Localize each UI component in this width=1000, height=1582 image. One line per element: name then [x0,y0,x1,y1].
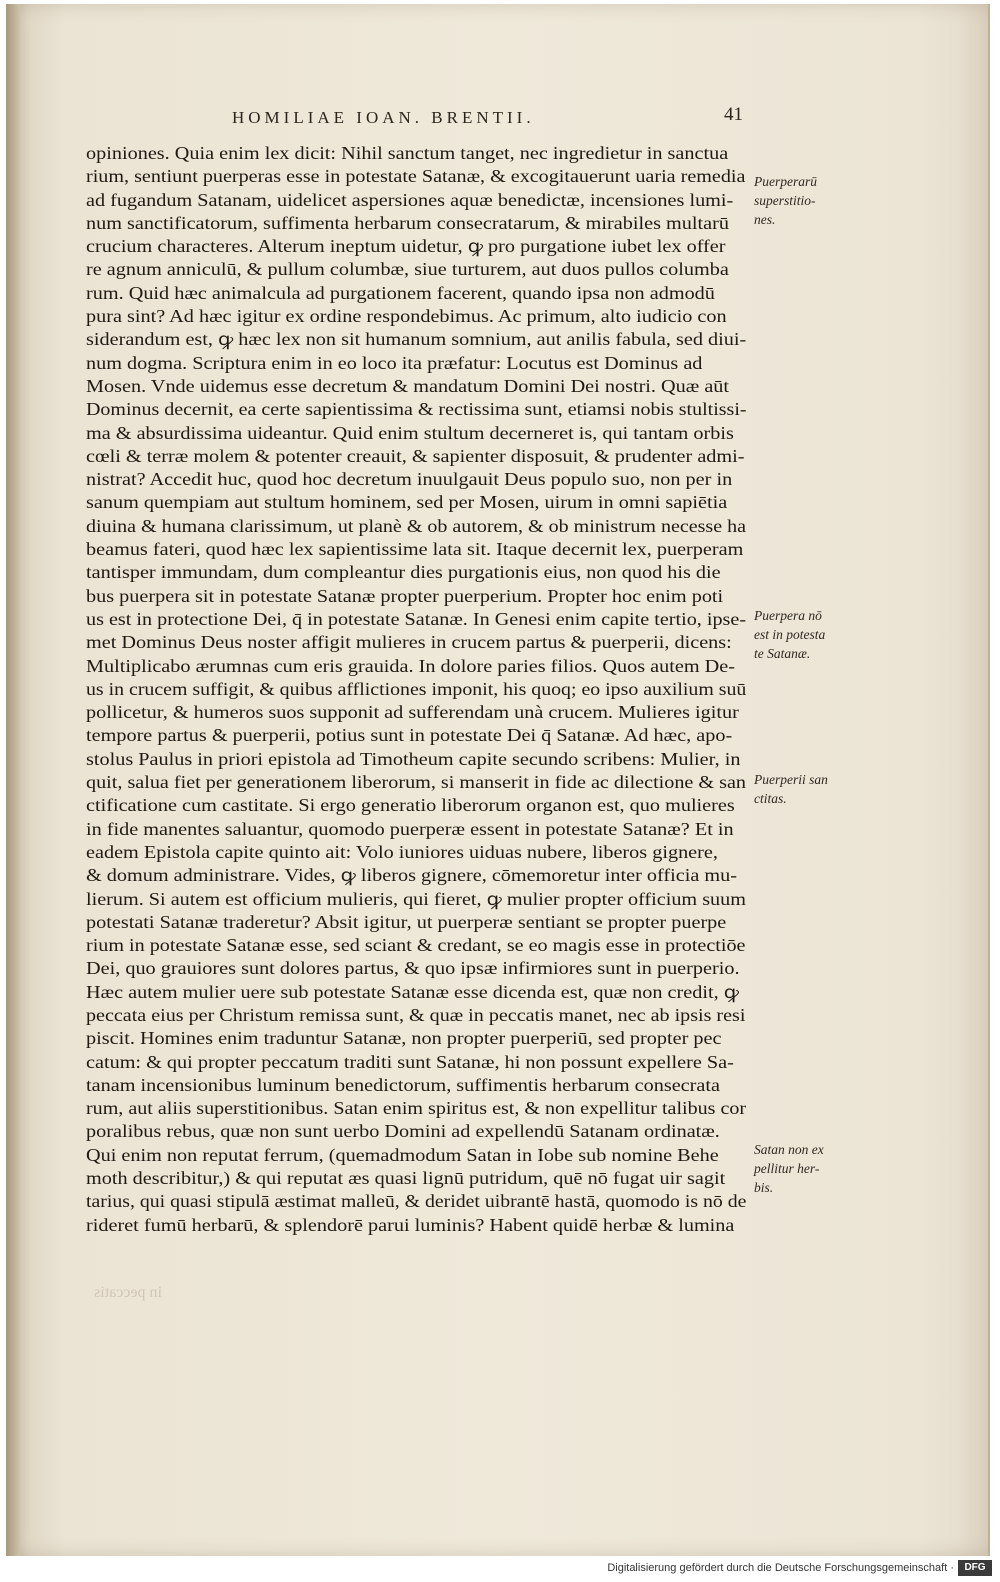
text-line: piscit. Homines enim traduntur Satanæ, non propter puerperiū, sed propter pec [86,1028,722,1049]
text-line: tanam incensionibus luminum benedictorum, suffimentis herbarum consecrata [86,1074,720,1095]
text-line: Mosen. Vnde uidemus esse decretum & mandatum Domini Dei nostri. Quæ aūt [86,375,730,396]
text-line: ma & absurdissima uideantur. Quid enim stultum decerneret is, qui tantam orbis [86,422,734,443]
text-line: rium in potestate Satanæ esse, sed sciant & credant, se eo magis esse in protectiōe [86,935,746,956]
margin-note-line: Puerperarū [754,174,817,189]
body-text [86,142,746,1237]
margin-note-line: Satan non ex [754,1142,824,1157]
margin-note-line: te Satanæ. [754,646,811,661]
text-line: & domum administrare. Vides, ꝙ liberos gignere, cōmemoretur inter officia mu- [86,865,737,886]
text-line: ad fugandum Satanam, uidelicet aspersiones aquæ benedictæ, incensiones lumi- [86,189,734,210]
text-line: beamus fateri, quod hæc lex sapientissime lata sit. Itaque decernit lex, puerperam [86,539,744,560]
margin-note-line: Puerperii san [754,772,828,787]
margin-note-line: est in potesta [754,627,826,642]
text-line: quit, salua fiet per generationem liberorum, si manserit in fide ac dilectione & san [86,772,747,793]
text-line: rum. Quid hæc animalcula ad purgationem facerent, quando ipsa non admodū [86,282,715,303]
text-line: tempore partus & puerperii, potius sunt in potestate Dei q̄ Satanæ. Ad hæc, apo- [86,725,733,746]
text-line: re agnum anniculū, & pullum columbæ, siue turturem, aut duos pullos columba [86,259,729,280]
text-line: Qui enim non reputat ferrum, (quemadmodum Satan in Iobe sub nomine Behe [86,1144,719,1165]
text-line: pura sint? Ad hæc igitur ex ordine respondebimus. Ac primum, alto iudicio con [86,306,727,327]
text-line: Multiplicabo ærumnas cum eris grauida. In dolore paries filios. Quos autem De- [86,655,735,676]
margin-note-line: superstitio- [754,193,816,208]
page-number: 41 [724,104,743,125]
text-line: sanum quempiam aut stultum hominem, sed per Mosen, uirum in omni sapiētia [86,492,728,513]
text-line: rium, sentiunt puerperas esse in potestate Satanæ, & excogitauerunt uaria remedia [86,166,746,187]
text-line: pollicetur, & humeros suos supponit ad sufferendam unà crucem. Mulieres igitur [86,702,739,723]
text-line: tantisper immundam, dum compleantur dies purgationis eius, non quod his die [86,562,721,583]
text-line: moth describitur,) & qui reputat æs quasi lignū putridum, quē nō fugat uir sagit [86,1168,726,1189]
text-line: num sanctificatorum, suffimenta herbarum consecratarum, & mirabiles multarū [86,212,729,233]
text-line: catum: & qui propter peccatum traditi sunt Satanæ, hi non possunt expellere Sa- [86,1051,734,1072]
text-line: us in crucem suffigit, & quibus afflictiones imponit, his quoq; eo ipso auxilium suū [86,678,747,699]
margin-note-line: nes. [754,212,776,227]
text-line: rum, aut aliis superstitionibus. Satan enim spiritus est, & non expellitur talibus cor [86,1098,747,1119]
margin-note-herbs [754,1140,832,1197]
text-line: bus puerpera sit in potestate Satanæ propter puerperium. Propter hoc enim poti [86,585,724,606]
footer-bar [0,1556,1000,1582]
margin-note-line: bis. [754,1180,774,1195]
text-line: Dei, quo grauiores sunt dolores partus, & quo ipsæ infirmiores sunt in puerperio. [86,958,740,979]
text-line: peccata eius per Christum remissa sunt, & quæ in peccatis manet, nec ab ipsis resi [86,1004,746,1025]
text-line: crucium characteres. Alterum ineptum uidetur, ꝙ pro purgatione iubet lex offer [86,236,726,257]
running-head: HOMILIAE IOAN. BRENTII. [232,108,535,127]
book-spine-shadow [6,4,20,1556]
text-line: num dogma. Scriptura enim in eo loco ita præfatur: Locutus est Dominus ad [86,352,703,373]
text-line: diuina & humana clarissimum, ut planè & ob autorem, & ob ministrum necesse ha [86,515,746,536]
margin-note-line: ctitas. [754,791,787,806]
text-line: Hæc autem mulier uere sub potestate Satanæ esse dicenda est, quæ non credit, ꝙ [86,981,739,1002]
margin-note-not-in-satan-power [754,606,832,663]
text-line: Dominus decernit, ea certe sapientissima & rectissima sunt, etiamsi nobis stultissi- [86,399,747,420]
margin-note-line: pellitur her- [754,1161,820,1176]
text-line: tarius, qui quasi stipulā æstimat malleū, & deridet uibrantē hastā, quomodo is nō de [86,1191,747,1212]
dfg-logo-icon: DFG [958,1560,992,1576]
text-line: eadem Epistola capite quinto ait: Volo iuniores uiduas nubere, liberos gignere, [86,841,718,862]
text-line: nistrat? Accedit huc, quod hoc decretum inuulgauit Deus populo suo, non per in [86,469,733,490]
margin-note-line: Puerpera nō [754,608,822,623]
text-line: met Dominus Deus noster affigit mulieres in crucem partus & puerperii, dicens: [86,632,732,653]
text-line: rideret fumū herbarū, & splendorē parui luminis? Habent quidē herbæ & lumina [86,1214,735,1235]
text-line: in fide manentes saluantur, quomodo puerperæ essent in potestate Satanæ? Et in [86,818,734,839]
text-line: cœli & terræ molem & potenter creauit, & sapienter disposuit, & prudenter admi- [86,445,745,466]
text-line: ctificatione cum castitate. Si ergo generatio liberorum organon est, quo mulieres [86,795,735,816]
bleed-through-text: in peccatis [94,1284,162,1301]
margin-note-sanctity [754,770,832,808]
text-line: poralibus rebus, quæ non sunt uerbo Domini ad expellendū Satanam ordinatæ. [86,1121,720,1142]
text-line: lierum. Si autem est officium mulieris, qui fieret, ꝙ mulier propter officium suum [86,888,746,909]
text-line: us est in protectione Dei, q̄ in potestate Satanæ. In Genesi enim capite tertio, ipse- [86,608,747,629]
text-line: stolus Paulus in priori epistola ad Timotheum capite secundo scribens: Mulier, in [86,748,741,769]
funding-notice: Digitalisierung gefördert durch die Deutsche Forschungsgemeinschaft · [607,1562,954,1574]
margin-note-superstitions [754,172,832,229]
text-line: potestati Satanæ traderetur? Absit igitur, ut puerperæ sentiant se propter puerpe [86,911,727,932]
text-line: opiniones. Quia enim lex dicit: Nihil sanctum tanget, nec ingredietur in sanctua [86,143,729,163]
text-line: siderandum est, ꝙ hæc lex non sit humanum somnium, aut anilis fabula, sed diui- [86,329,747,350]
